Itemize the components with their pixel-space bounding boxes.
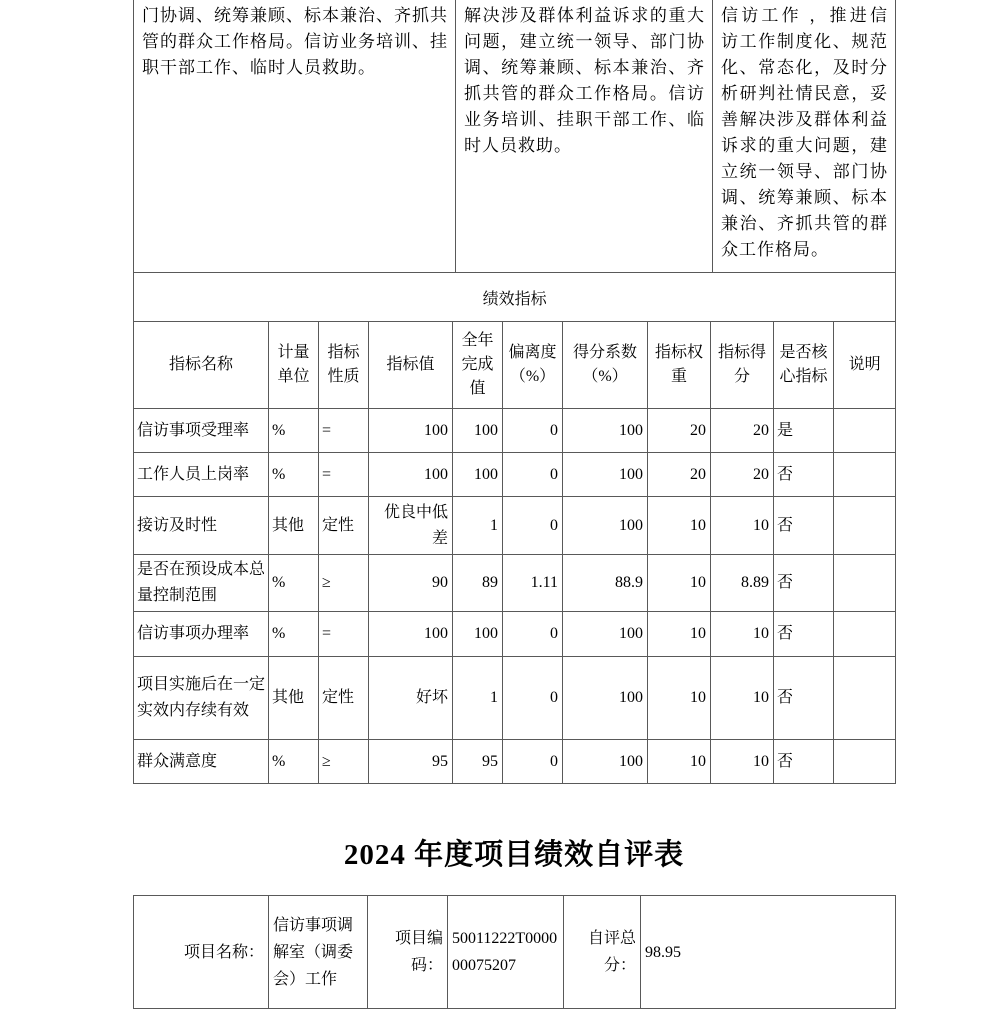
cell-actual: 1 [453, 657, 503, 740]
cell-name: 信访事项受理率 [134, 409, 269, 453]
cell-name: 工作人员上岗率 [134, 453, 269, 497]
cell-actual: 100 [453, 453, 503, 497]
cell-score: 8.89 [711, 555, 774, 612]
document-body [133, 0, 895, 1009]
cell-weight: 10 [648, 740, 711, 784]
cell-weight: 10 [648, 612, 711, 657]
page-title: 2024 年度项目绩效自评表 [343, 839, 685, 871]
cell-note [834, 453, 896, 497]
cell-deviation: 0 [503, 497, 563, 555]
cell-core: 否 [774, 555, 834, 612]
self-score-value: 98.95 [641, 896, 896, 1009]
indicator-row [134, 612, 896, 657]
cell-nature: ≥ [319, 555, 369, 612]
indicator-row [134, 409, 896, 453]
col-header-core: 是否核心指标 [774, 322, 834, 409]
col-header-nature: 指标性质 [319, 322, 369, 409]
cell-nature: 定性 [319, 497, 369, 555]
cell-nature: 定性 [319, 657, 369, 740]
continuation-table [133, 0, 896, 273]
project-name-value: 信访事项调解室（调委会）工作 [269, 896, 368, 1009]
cell-name: 是否在预设成本总量控制范围 [134, 555, 269, 612]
indicator-row [134, 497, 896, 555]
cell-target: 100 [369, 612, 453, 657]
cell-score-coef: 100 [563, 612, 648, 657]
cell-target: 100 [369, 453, 453, 497]
indicator-row [134, 453, 896, 497]
col-header-note: 说明 [834, 322, 896, 409]
cell-nature: = [319, 409, 369, 453]
cell-unit: % [269, 555, 319, 612]
cell-deviation: 0 [503, 612, 563, 657]
col-header-weight: 指标权重 [648, 322, 711, 409]
cell-core: 否 [774, 657, 834, 740]
cell-deviation: 0 [503, 657, 563, 740]
cell-name: 项目实施后在一定实效内存续有效 [134, 657, 269, 740]
cell-name: 接访及时性 [134, 497, 269, 555]
cell-unit: 其他 [269, 497, 319, 555]
indicator-header-row [134, 322, 896, 409]
cell-actual: 100 [453, 612, 503, 657]
cell-note [834, 555, 896, 612]
col-header-deviation: 偏离度（%） [503, 322, 563, 409]
cell-target: 好坏 [369, 657, 453, 740]
project-code-value: 50011222T000000075207 [448, 896, 564, 1009]
cell-weight: 10 [648, 657, 711, 740]
continuation-row [134, 0, 896, 273]
cell-core: 否 [774, 740, 834, 784]
col-header-unit: 计量单位 [269, 322, 319, 409]
cell-unit: 其他 [269, 657, 319, 740]
cell-score: 10 [711, 740, 774, 784]
cell-unit: % [269, 612, 319, 657]
project-name-label: 项目名称： [134, 896, 269, 1009]
cell-deviation: 1.11 [503, 555, 563, 612]
col-header-actual: 全年完成值 [453, 322, 503, 409]
col-header-score-coef: 得分系数（%） [563, 322, 648, 409]
cell-score-coef: 100 [563, 453, 648, 497]
cell-target: 100 [369, 409, 453, 453]
cell-core: 否 [774, 497, 834, 555]
cell-deviation: 0 [503, 453, 563, 497]
col-header-score: 指标得分 [711, 322, 774, 409]
cell-deviation: 0 [503, 409, 563, 453]
cell-target: 90 [369, 555, 453, 612]
section-title-row [134, 273, 896, 322]
indicator-row [134, 555, 896, 612]
cell-nature: = [319, 612, 369, 657]
cell-actual: 100 [453, 409, 503, 453]
cell-note [834, 497, 896, 555]
cell-score-coef: 100 [563, 409, 648, 453]
cell-score: 20 [711, 409, 774, 453]
indicator-row [134, 740, 896, 784]
cell-weight: 10 [648, 555, 711, 612]
cell-unit: % [269, 453, 319, 497]
cell-weight: 10 [648, 497, 711, 555]
cell-weight: 20 [648, 409, 711, 453]
cell-target: 优良中低差 [369, 497, 453, 555]
cell-score: 20 [711, 453, 774, 497]
continuation-cell-goal: 信访工作 ，推进信访工作制度化、规范化、常态化，及时分析研判社情民意，妥善解决涉及群体利益诉求的重大问题，建立统一领导、部门协调、统筹兼顾、标本兼治、齐抓共管的群众工作格局。 [713, 0, 896, 273]
summary-row [134, 896, 896, 1009]
cell-name: 信访事项办理率 [134, 612, 269, 657]
cell-unit: % [269, 409, 319, 453]
cell-score-coef: 88.9 [563, 555, 648, 612]
cell-note [834, 409, 896, 453]
cell-note [834, 740, 896, 784]
col-header-name: 指标名称 [134, 322, 269, 409]
continuation-cell-measures-2: 解决涉及群体利益诉求的重大问题，建立统一领导、部门协调、统筹兼顾、标本兼治、齐抓共管的群众工作格局。信访业务培训、挂职干部工作、临时人员救助。 [456, 0, 713, 273]
cell-weight: 20 [648, 453, 711, 497]
summary-table [133, 895, 896, 1009]
cell-score: 10 [711, 612, 774, 657]
cell-target: 95 [369, 740, 453, 784]
cell-actual: 1 [453, 497, 503, 555]
cell-score-coef: 100 [563, 497, 648, 555]
cell-nature: ≥ [319, 740, 369, 784]
cell-score: 10 [711, 497, 774, 555]
cell-unit: % [269, 740, 319, 784]
continuation-cell-measures: 门协调、统筹兼顾、标本兼治、齐抓共管的群众工作格局。信访业务培训、挂职干部工作、临时人员救助。 [134, 0, 456, 273]
indicator-row [134, 657, 896, 740]
cell-actual: 95 [453, 740, 503, 784]
cell-note [834, 657, 896, 740]
cell-core: 是 [774, 409, 834, 453]
cell-actual: 89 [453, 555, 503, 612]
cell-score-coef: 100 [563, 740, 648, 784]
cell-core: 否 [774, 612, 834, 657]
cell-score-coef: 100 [563, 657, 648, 740]
col-header-target: 指标值 [369, 322, 453, 409]
cell-note [834, 612, 896, 657]
cell-deviation: 0 [503, 740, 563, 784]
cell-name: 群众满意度 [134, 740, 269, 784]
cell-score: 10 [711, 657, 774, 740]
project-code-label: 项目编码： [368, 896, 448, 1009]
cell-core: 否 [774, 453, 834, 497]
cell-nature: = [319, 453, 369, 497]
self-score-label: 自评总分： [564, 896, 641, 1009]
indicator-table [133, 273, 896, 784]
section-title: 绩效指标 [134, 273, 896, 322]
